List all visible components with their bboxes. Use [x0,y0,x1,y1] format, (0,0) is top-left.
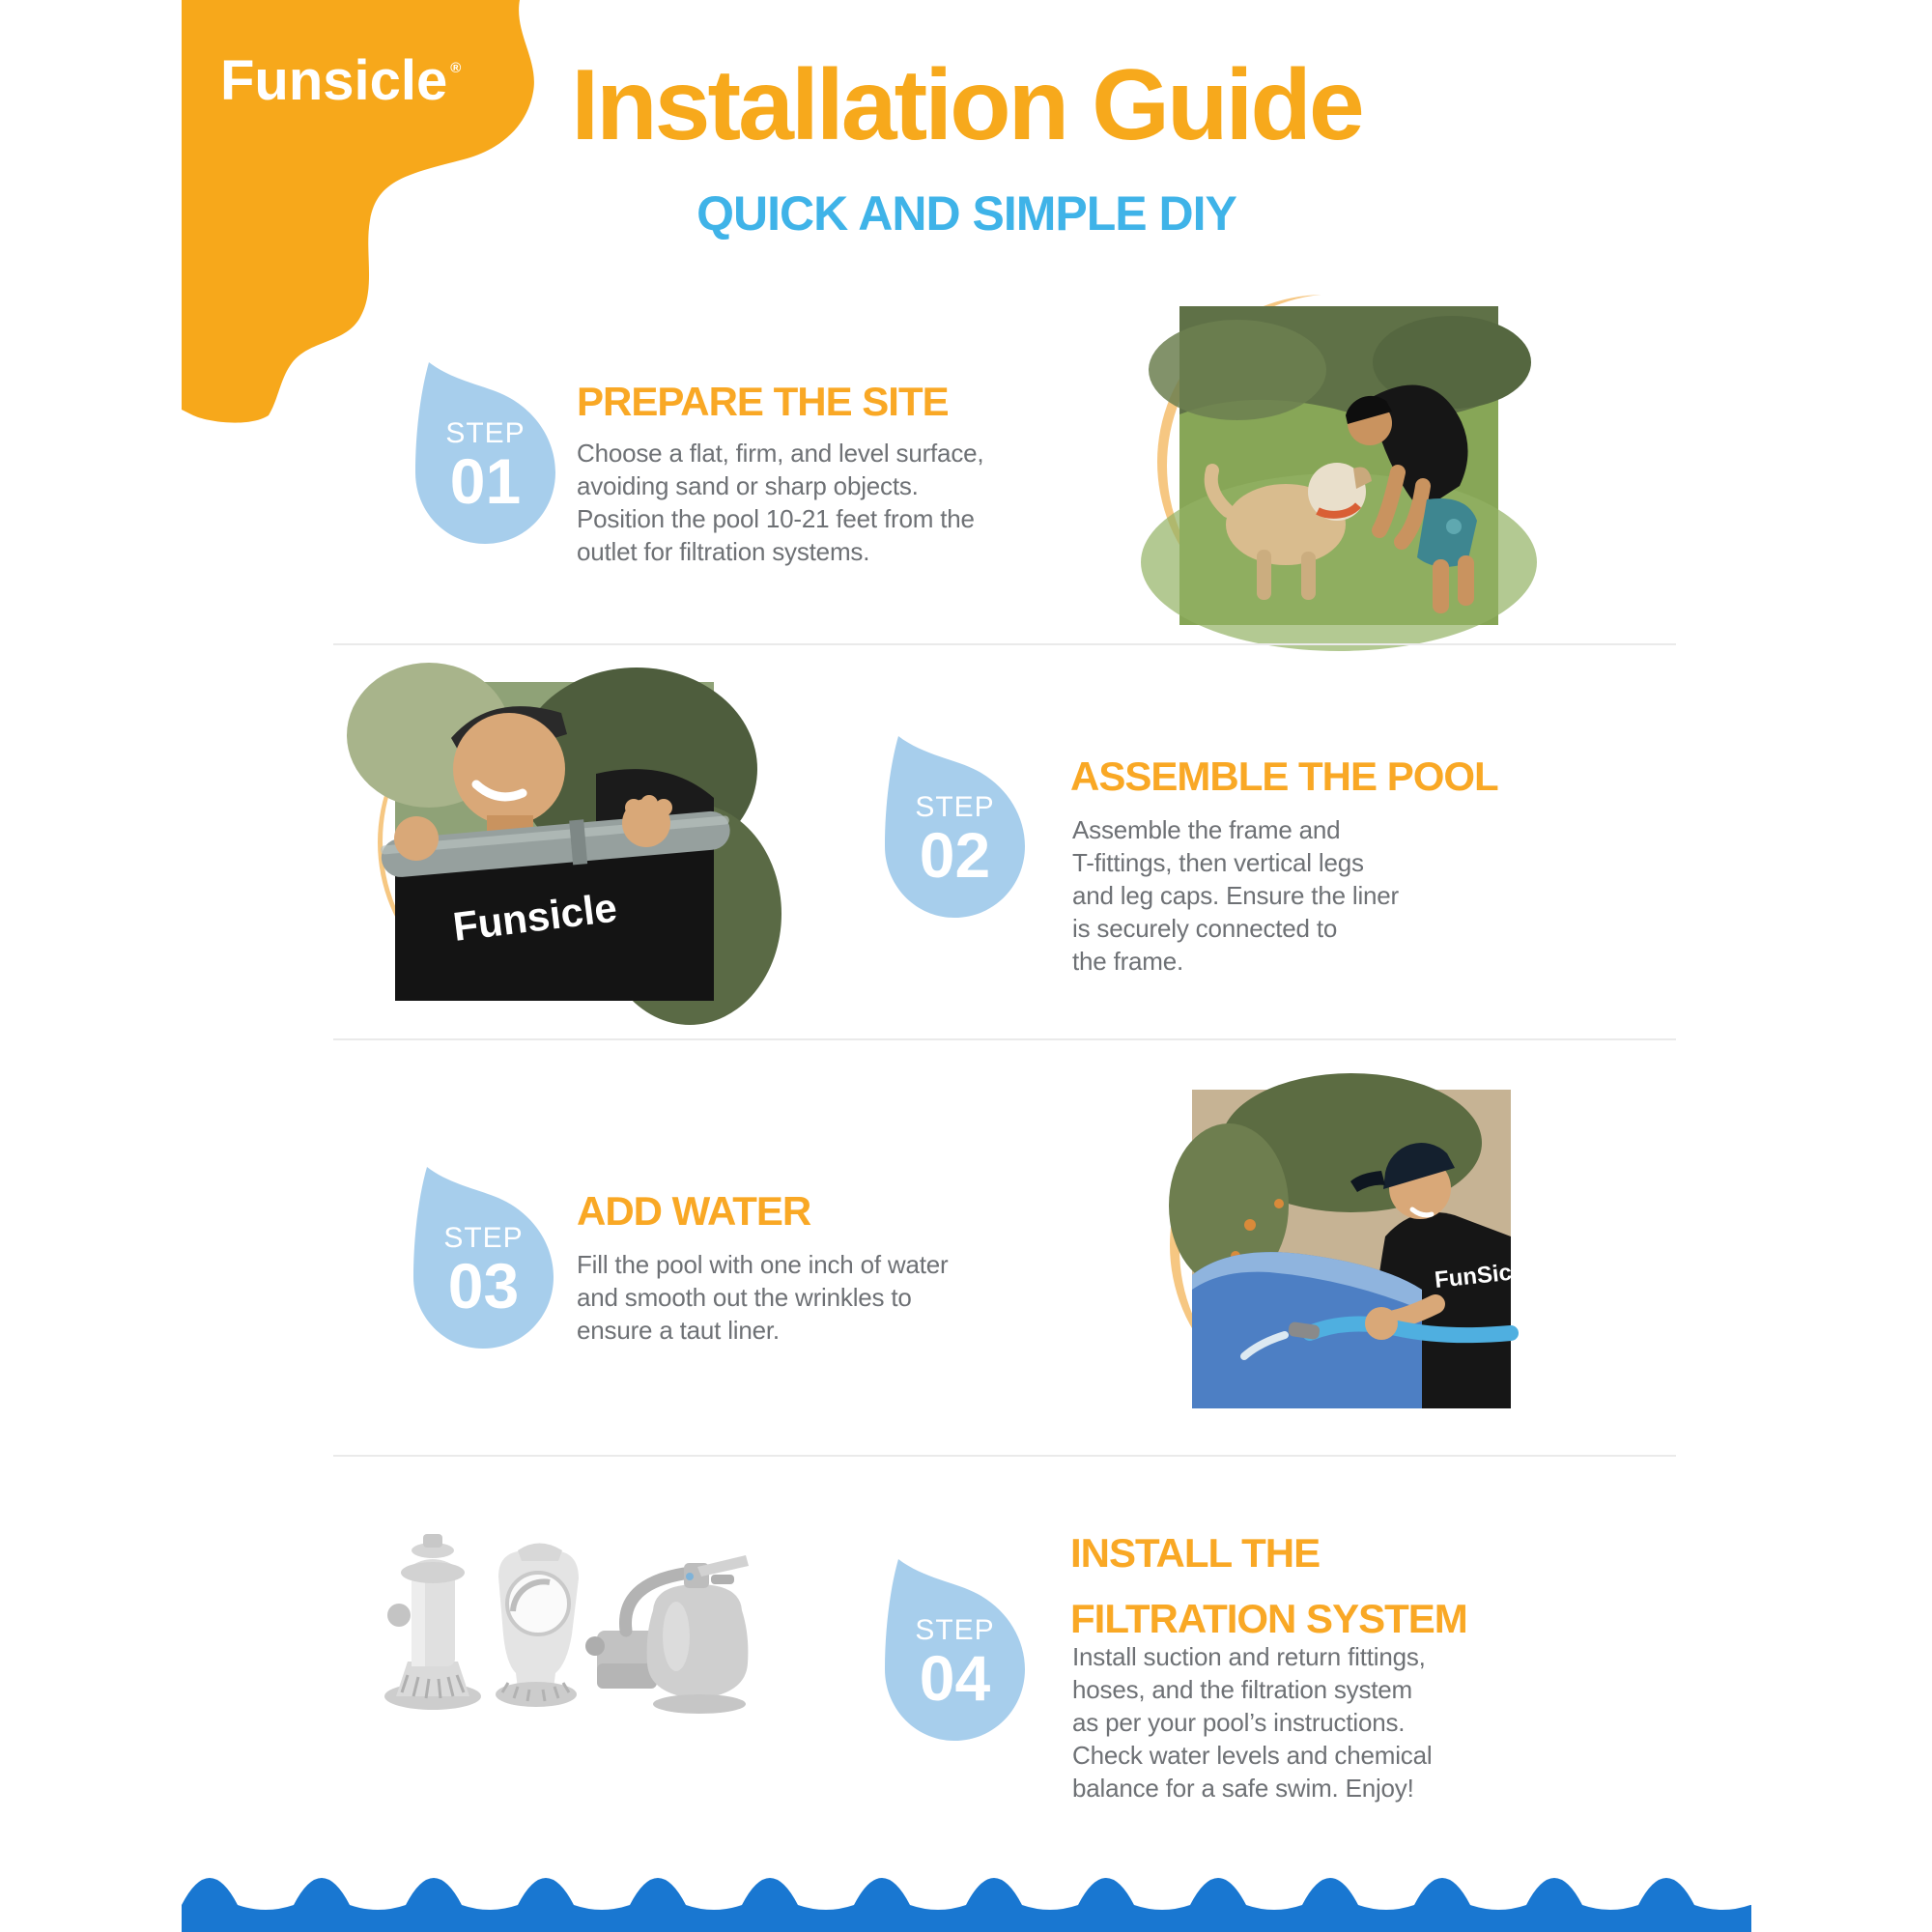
step2-body: Assemble the frame and T-fittings, then vertical legs and leg caps. Ensure the liner is securely connected to the frame. [1072,815,1399,976]
step1-label: STEP [445,417,526,449]
step4-label: STEP [915,1614,995,1646]
step2-badge [885,734,1025,918]
step3-photo [1192,1090,1533,1408]
step3-shirt-text: FunSicle [1433,1257,1533,1293]
bottom-wave-border [182,1872,1751,1932]
step4-heading: INSTALL THE FILTRATION SYSTEM [1070,1530,1467,1641]
filtration-products-illustration [373,1519,752,1718]
page-title: Installation Guide [571,49,1362,161]
step2-number: 02 [919,819,991,891]
section-divider [333,1455,1676,1457]
page-subtitle: QUICK AND SIMPLE DIY [696,186,1236,241]
brand-logo-text: Funsicle [220,49,448,112]
step1-body: Choose a flat, firm, and level surface, avoiding sand or sharp objects. Position the pool 10-21 feet from the outlet for filtration systems. [577,439,984,566]
section-divider [333,1038,1676,1040]
step1-heading: PREPARE THE SITE [577,379,949,424]
man-assembling-frame-illustration [395,682,714,1001]
step1-badge [415,360,555,544]
step3-badge [413,1165,554,1349]
step4-badge [885,1557,1025,1741]
step1-photo [1179,306,1498,625]
step3-label: STEP [443,1222,524,1254]
man-with-dog-illustration [1179,306,1498,625]
step4-number: 04 [919,1642,991,1714]
step2-label: STEP [915,791,995,823]
section-divider [333,643,1676,645]
step2-photo [395,682,714,1001]
step2-heading: ASSEMBLE THE POOL [1070,753,1498,799]
step4-body: Install suction and return fittings, hoses, and the filtration system as per your pool’s instructions. Check water levels and chemical balance for a safe swim. Enjoy! [1072,1642,1433,1803]
step3-body: Fill the pool with one inch of water and smooth out the wrinkles to ensure a taut liner. [577,1250,949,1345]
man-filling-pool-illustration [1192,1090,1533,1408]
step3-number: 03 [447,1250,520,1321]
step1-number: 01 [449,445,522,517]
step3-heading: ADD WATER [577,1188,811,1234]
trademark-symbol: ® [450,60,462,76]
step4-products-photo [373,1519,752,1718]
step2-shirt-text: Funsicle [450,884,620,950]
